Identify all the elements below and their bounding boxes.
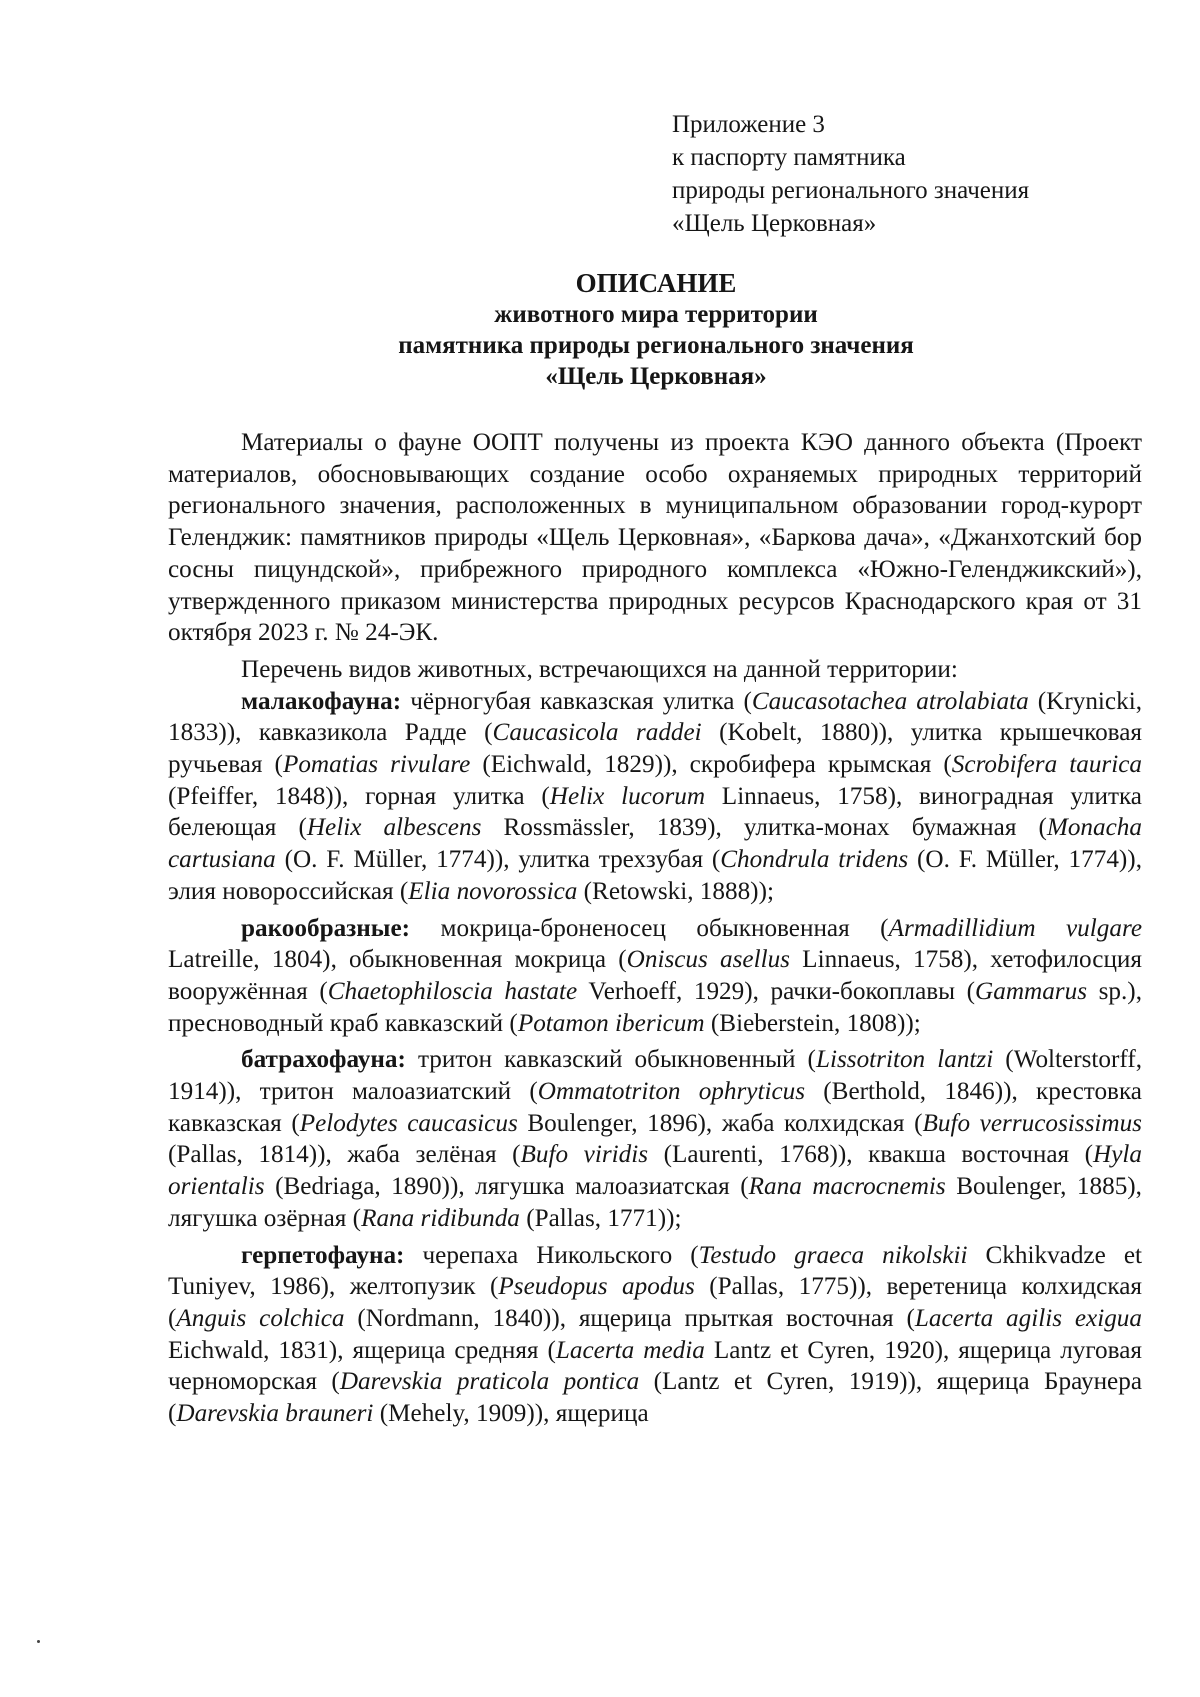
text-span: (Kobelt, 1880)), улитка крышечковая ручьевая ( bbox=[168, 719, 1142, 779]
species-name: Darevskia praticola pontica bbox=[339, 1368, 640, 1396]
species-name: Lissotriton lantzi bbox=[815, 1046, 994, 1074]
text-span: Lantz et Cyren, 1920), ящерица луговая черноморская ( bbox=[168, 1336, 1142, 1396]
heading-line-3: памятника природы регионального значения bbox=[398, 332, 914, 359]
text-span: тритон кавказский обыкновенный ( bbox=[405, 1046, 816, 1074]
species-name: Gammarus bbox=[975, 977, 1088, 1005]
species-name: Caucasicola raddei bbox=[492, 719, 702, 747]
text-span: чёрногубая кавказская улитка ( bbox=[401, 687, 752, 715]
text-span: (Pallas, 1771)); bbox=[519, 1204, 682, 1232]
species-name: Potamon ibericum bbox=[517, 1009, 705, 1037]
text-span: (Wolterstorff, 1914)), тритон малоазиатский ( bbox=[168, 1046, 1142, 1106]
species-name: Rana macrocnemis bbox=[748, 1173, 946, 1201]
species-name: Helix albescens bbox=[306, 814, 482, 842]
species-name: Helix lucorum bbox=[549, 782, 706, 810]
appendix-line-3: природы регионального значения bbox=[672, 177, 1030, 204]
species-name: Elia novorossica bbox=[408, 877, 578, 905]
text-span: sp.), пресноводный краб кавказский ( bbox=[168, 977, 1142, 1037]
text-span: (Bedriaga, 1890)), лягушка малоазиатская ( bbox=[264, 1173, 749, 1201]
text-span: (Pallas, 1814)), жаба зелёная ( bbox=[168, 1141, 521, 1169]
species-name: Darevskia brauneri bbox=[176, 1400, 374, 1428]
text-span: (Laurenti, 1768)), квакша восточная ( bbox=[648, 1141, 1094, 1169]
species-name: Scrobifera taurica bbox=[951, 751, 1142, 779]
text-span: Boulenger, 1896), жаба колхидская ( bbox=[517, 1109, 923, 1137]
text-span: Ckhikvadze et Tuniyev, 1986), желтопузик ( bbox=[168, 1241, 1142, 1301]
species-name: Chondrula tridens bbox=[720, 846, 909, 874]
species-name: Rana ridibunda bbox=[361, 1204, 520, 1232]
appendix-block bbox=[672, 108, 1029, 240]
intro-paragraph: Материалы о фауне ООПТ получены из проекта КЭО данного объекта (Проект материалов, обосновывающих создание особо охраняемых природных территорий регионального значения, расположенных в муниципальном образовании город-курорт Геленджик: памятников природы «Щель Церковная», «Баркова дача», «Джанхотский бор сосны пицундской», прибрежного природного комплекса «Южно-Геленджикский»), утвержденного приказом министерства природных ресурсов Краснодарского края от 31 октября 2023 г. № 24-ЭК. bbox=[168, 429, 1142, 647]
appendix-line-1: Приложение 3 bbox=[672, 111, 825, 138]
species-name: Oniscus asellus bbox=[626, 946, 790, 974]
text-span: (Bieberstein, 1808)); bbox=[704, 1009, 921, 1037]
heading-line-4: «Щель Церковная» bbox=[545, 363, 767, 390]
malacofauna-paragraph bbox=[168, 686, 1142, 908]
species-name: Testudo graeca nikolskii bbox=[698, 1241, 968, 1269]
species-name: Ommatotriton ophryticus bbox=[537, 1078, 806, 1106]
text-span: (Pfeiffer, 1848)), горная улитка ( bbox=[168, 782, 550, 810]
crustaceans-paragraph bbox=[168, 913, 1142, 1040]
text-span: (Pallas, 1775)), веретеница колхидская ( bbox=[168, 1273, 1142, 1332]
appendix-line-4: «Щель Церковная» bbox=[672, 210, 877, 237]
text-span: (O. F. Müller, 1774)), элия новороссийская ( bbox=[168, 846, 1142, 905]
text-span: черепаха Никольского ( bbox=[404, 1241, 699, 1269]
species-name: Bufo verrucosissimus bbox=[922, 1109, 1142, 1137]
text-span: (Retowski, 1888)); bbox=[577, 877, 774, 905]
list-intro-paragraph: Перечень видов животных, встречающихся на данной территории: bbox=[241, 655, 958, 683]
text-span: мокрица-броненосец обыкновенная ( bbox=[410, 914, 889, 942]
heading-line-2: животного мира территории bbox=[494, 301, 818, 328]
text-span: (Krynicki, 1833)), кавказикола Радде ( bbox=[168, 687, 1142, 747]
text-span: Linnaeus, 1758), виноградная улитка белеющая ( bbox=[168, 782, 1142, 842]
text-span: Rossmässler, 1839), улитка-монах бумажная ( bbox=[481, 814, 1047, 842]
species-name: Hyla orientalis bbox=[168, 1141, 1142, 1201]
text-span: Latreille, 1804), обыкновенная мокрица ( bbox=[168, 946, 627, 974]
species-name: Lacerta agilis exigua bbox=[914, 1304, 1142, 1332]
species-name: Pomatias rivulare bbox=[282, 751, 471, 779]
text-span: (Eichwald, 1829)), скробифера крымская ( bbox=[470, 751, 952, 779]
species-name: Bufo viridis bbox=[520, 1141, 649, 1169]
herpetofauna-paragraph bbox=[168, 1240, 1142, 1430]
species-name: Anguis colchica bbox=[176, 1304, 345, 1332]
text-span: (O. F. Müller, 1774)), улитка трехзубая ( bbox=[275, 846, 721, 874]
species-name: Armadillidium vulgare bbox=[888, 914, 1142, 942]
text-span: (Lantz et Cyren, 1919)), ящерица Браунера ( bbox=[168, 1368, 1142, 1428]
species-name: Pseudopus apodus bbox=[498, 1273, 695, 1301]
batrachofauna-paragraph bbox=[168, 1044, 1142, 1234]
malacofauna-label: малакофауна: bbox=[241, 687, 402, 715]
batrachofauna-label: батрахофауна: bbox=[241, 1046, 406, 1074]
document-body bbox=[168, 427, 1142, 1430]
text-span: (Mehely, 1909)), ящерица bbox=[373, 1400, 649, 1428]
text-span: Linnaeus, 1758), хетофилосция вооружённая ( bbox=[168, 946, 1142, 1005]
text-span: Boulenger, 1885), лягушка озёрная ( bbox=[168, 1173, 1142, 1232]
herpetofauna-label: герпетофауна: bbox=[241, 1241, 405, 1269]
text-span: (Berthold, 1846)), крестовка кавказская ( bbox=[168, 1078, 1142, 1137]
species-name: Caucasotachea atrolabiata bbox=[751, 687, 1029, 715]
species-name: Monacha cartusiana bbox=[168, 814, 1142, 874]
species-name: Chaetophiloscia hastate bbox=[327, 977, 578, 1005]
document-heading bbox=[168, 268, 1144, 392]
appendix-line-2: к паспорту памятника bbox=[672, 144, 906, 171]
text-span: (Nordmann, 1840)), ящерица прыткая восточная ( bbox=[344, 1304, 915, 1332]
text-span: Verhoeff, 1929), рачки-бокоплавы ( bbox=[577, 977, 976, 1005]
heading-title: ОПИСАНИЕ bbox=[575, 268, 737, 298]
scan-speck bbox=[37, 1640, 40, 1643]
species-name: Lacerta media bbox=[555, 1336, 705, 1364]
crustaceans-label: ракообразные: bbox=[241, 914, 411, 942]
species-name: Pelodytes caucasicus bbox=[299, 1109, 518, 1137]
text-span: Eichwald, 1831), ящерица средняя ( bbox=[168, 1336, 556, 1364]
